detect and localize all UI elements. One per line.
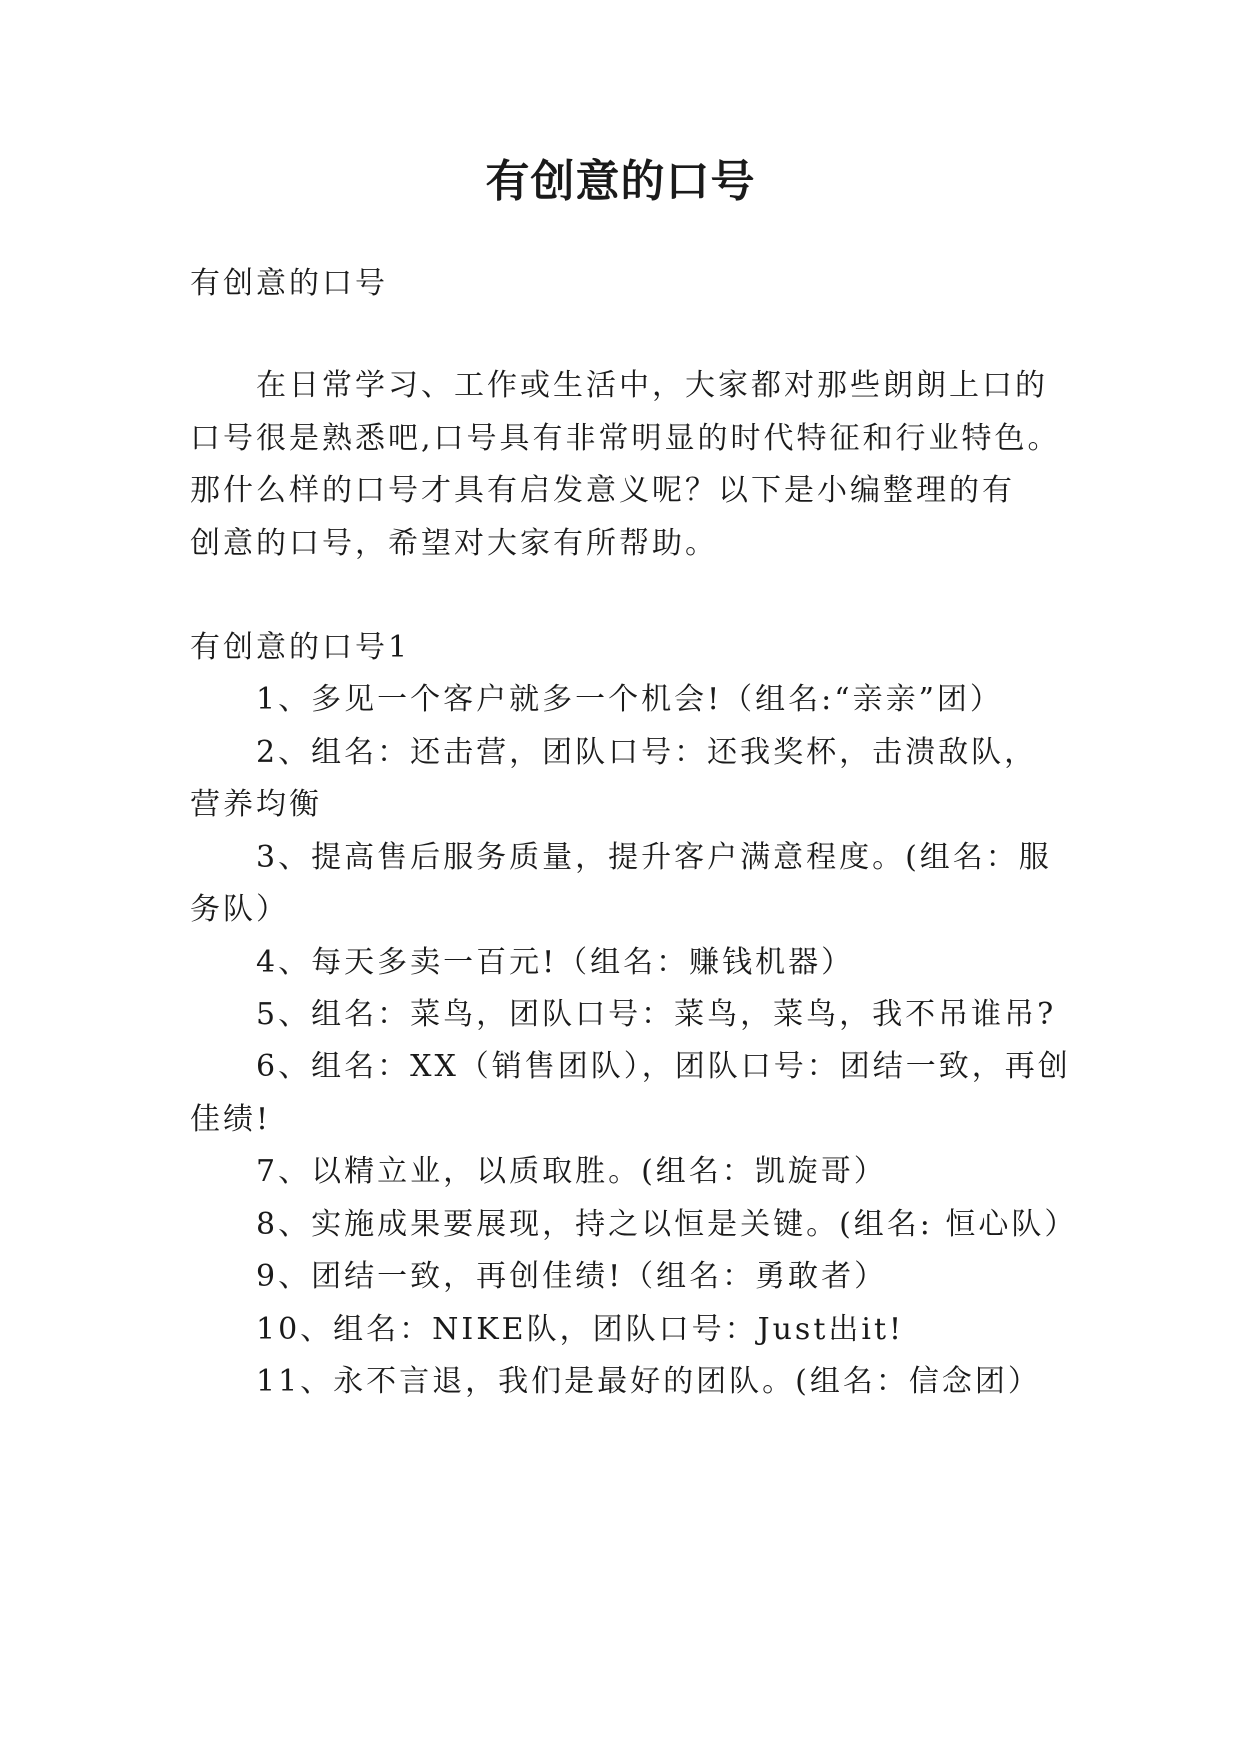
list-item: 3、提高售后服务质量，提升客户满意程度。(组名：服: [256, 840, 1052, 875]
list-item-continuation: 务队）: [190, 892, 289, 927]
document-title: 有创意的口号: [485, 156, 756, 207]
list-item: 8、实施成果要展现，持之以恒是关键。(组名: 恒心队）: [256, 1207, 1078, 1242]
list-item: 7、以精立业，以质取胜。(组名：凯旋哥）: [256, 1154, 887, 1189]
list-item: 4、每天多卖一百元!（组名：赚钱机器）: [256, 945, 855, 980]
list-item: 11、永不言退，我们是最好的团队。(组名：信念团）: [256, 1364, 1041, 1399]
section-heading: 有创意的口号1: [190, 630, 411, 665]
intro-line: 那什么样的口号才具有启发意义呢？以下是小编整理的有: [190, 473, 1015, 508]
list-item: 5、组名：菜鸟，团队口号：菜鸟，菜鸟，我不吊谁吊?: [256, 997, 1057, 1032]
list-item: 1、多见一个客户就多一个机会!（组名:“亲亲”团）: [256, 682, 1003, 717]
list-item: 2、组名：还击营，团队口号：还我奖杯，击溃敌队，: [256, 735, 1038, 770]
list-item-continuation: 佳绩!: [190, 1102, 272, 1137]
subtitle: 有创意的口号: [190, 266, 388, 301]
list-item: 10、组名：NIKE队，团队口号：Just出it!: [256, 1312, 905, 1347]
list-item-continuation: 营养均衡: [190, 787, 322, 822]
intro-line: 创意的口号，希望对大家有所帮助。: [190, 526, 718, 561]
intro-line: 口号很是熟悉吧,口号具有非常明显的时代特征和行业特色。: [190, 421, 1061, 456]
list-item: 9、团结一致，再创佳绩!（组名：勇敢者）: [256, 1259, 888, 1294]
list-item: 6、组名：XX（销售团队），团队口号：团结一致，再创: [256, 1049, 1071, 1084]
intro-line: 在日常学习、工作或生活中，大家都对那些朗朗上口的: [256, 368, 1048, 403]
